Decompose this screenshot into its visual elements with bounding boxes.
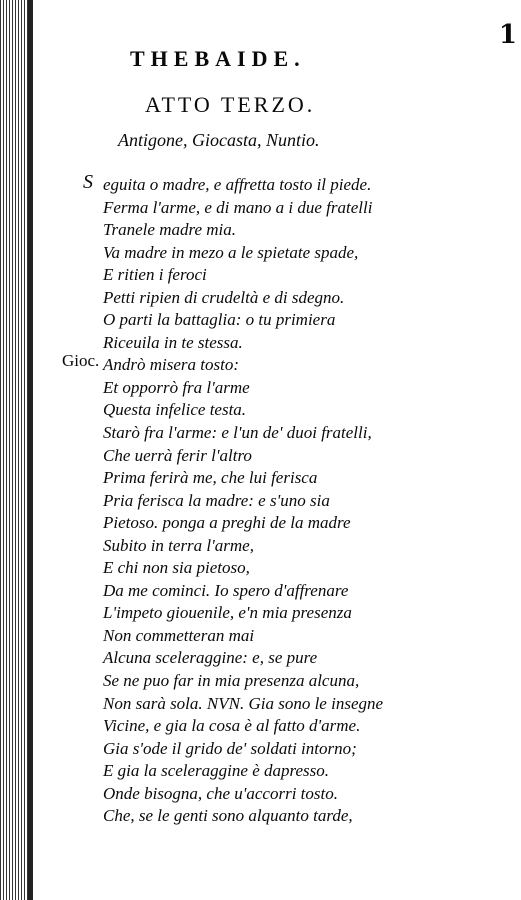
- verse-line: Se ne puo far in mia presenza alcuna,: [103, 671, 360, 691]
- verse-line: Non sarà sola. NVN. Gia sono le insegne: [103, 693, 384, 713]
- verse-line: Onde bisogna, che u'accorri tosto.: [103, 783, 338, 803]
- verse-line: Va madre in mezo a le spietate spade,: [103, 242, 359, 262]
- verse-line: Pria ferisca la madre: e s'uno sia: [103, 490, 330, 510]
- verse-line: Gia s'ode il grido de' soldati intorno;: [103, 738, 357, 758]
- verse-line: Tranele madre mia.: [103, 220, 237, 240]
- verse-line: E chi non sia pietoso,: [103, 558, 250, 578]
- verse-line: Non commetteran mai: [103, 625, 255, 645]
- book-spine-edge: [0, 0, 30, 900]
- verse-line: Pietoso. ponga a preghi de la madre: [103, 513, 351, 533]
- verse-line: Ferma l'arme, e di mano a i due fratelli: [103, 197, 373, 217]
- running-head: THEBAIDE.: [130, 46, 306, 71]
- verse-line: L'impeto giouenile, e'n mia presenza: [103, 603, 352, 623]
- verse-line: E gia la sceleraggine è dapresso.: [103, 761, 329, 781]
- spine-shadow: [28, 0, 33, 900]
- verse-line: E ritien i feroci: [103, 265, 207, 285]
- verse-lines: [103, 174, 383, 828]
- verse-line: Andrò misera tosto:: [103, 355, 239, 375]
- verse-line: Da me cominci. Io spero d'affrenare: [103, 580, 349, 600]
- verse-line: eguita o madre, e affretta tosto il piede.: [103, 175, 372, 194]
- verse-line: Subito in terra l'arme,: [103, 535, 254, 555]
- speaker-label-gioc: Gioc.: [62, 351, 100, 370]
- verse-line: Che uerrà ferir l'altro: [103, 445, 252, 465]
- verse-line: Alcuna sceleraggine: e, se pure: [103, 648, 318, 668]
- act-title: ATTO TERZO.: [145, 92, 316, 117]
- character-list: Antigone, Giocasta, Nuntio.: [118, 130, 320, 150]
- verse-line: O parti la battaglia: o tu primiera: [103, 310, 336, 330]
- verse-line: Che, se le genti sono alquanto tarde,: [103, 806, 353, 826]
- verse-line: Riceuila in te stessa.: [103, 332, 243, 352]
- verse-line: Prima ferirà me, che lui ferisca: [103, 468, 318, 488]
- verse-line: Questa infelice testa.: [103, 400, 247, 420]
- verse-line: Starò fra l'arme: e l'un de' duoi fratelli,: [103, 423, 372, 443]
- verse-line: Vicine, e gia la cosa è al fatto d'arme.: [103, 716, 361, 736]
- verse-line: Petti ripien di crudeltà e di sdegno.: [103, 287, 345, 307]
- verse-line: Et opporrò fra l'arme: [103, 377, 250, 397]
- page-corner-mark: 1: [498, 20, 517, 50]
- initial-letter: S: [83, 171, 93, 193]
